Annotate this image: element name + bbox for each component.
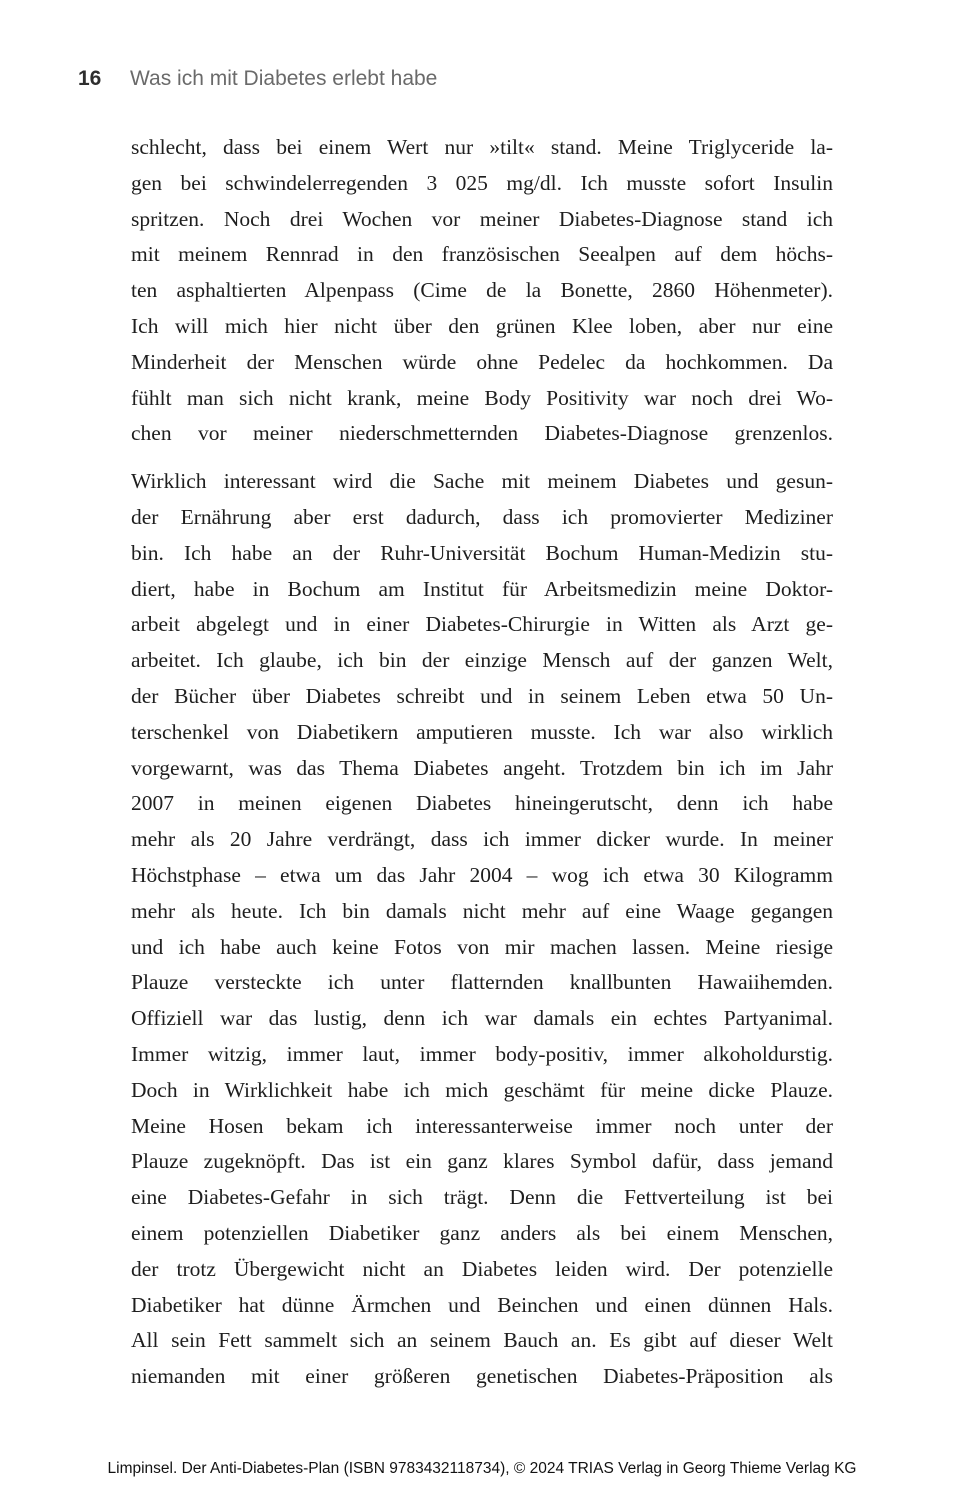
- text-line: Wirklich interessant wird die Sache mit meinem Diabetes und gesun-: [131, 469, 833, 494]
- text-line: chen vor meiner niederschmetternden Diabetes-Diagnose grenzenlos.: [131, 421, 833, 446]
- text-line: mehr als 20 Jahre verdrängt, dass ich immer dicker wurde. In meiner: [131, 827, 833, 852]
- text-line: mit meinem Rennrad in den französischen Seealpen auf dem höchs-: [131, 242, 833, 267]
- text-line: schlecht, dass bei einem Wert nur »tilt« stand. Meine Triglyceride la-: [131, 135, 833, 159]
- page-header: [78, 66, 838, 92]
- text-line: Höchstphase – etwa um das Jahr 2004 – wog ich etwa 30 Kilogramm: [131, 862, 833, 887]
- text-line: All sein Fett sammelt sich an seinem Bauch an. Es gibt auf dieser Welt: [131, 1328, 833, 1353]
- text-line: einem potenziellen Diabetiker ganz anders als bei einem Menschen,: [131, 1220, 833, 1245]
- page-footer: [0, 1458, 964, 1480]
- text-line: fühlt man sich nicht krank, meine Body Positivity war noch drei Wo-: [131, 385, 833, 410]
- text-line: Plauze versteckte ich unter flatternden knallbunten Hawaiihemden.: [131, 970, 833, 995]
- text-line: arbeit abgelegt und in einer Diabetes-Chirurgie in Witten als Arzt ge-: [131, 612, 833, 637]
- text-line: der trotz Übergewicht nicht an Diabetes leiden wird. Der potenzielle: [131, 1256, 833, 1281]
- text-line: arbeitet. Ich glaube, ich bin der einzige Mensch auf der ganzen Welt,: [131, 648, 833, 673]
- text-line: eine Diabetes-Gefahr in sich trägt. Denn die Fettverteilung ist bei: [131, 1185, 833, 1210]
- text-line: Diabetiker hat dünne Ärmchen und Beinchen und einen dünnen Hals.: [131, 1292, 833, 1317]
- text-line: Minderheit der Menschen würde ohne Pedelec da hochkommen. Da: [131, 349, 833, 374]
- text-line: 2007 in meinen eigenen Diabetes hineingerutscht, denn ich habe: [131, 791, 833, 816]
- text-line: Ich will mich hier nicht über den grünen Klee loben, aber nur eine: [131, 313, 833, 338]
- text-line: Offiziell war das lustig, denn ich war damals ein echtes Partyanimal.: [131, 1006, 833, 1031]
- text-line: niemanden mit einer größeren genetischen Diabetes-Präposition als: [131, 1364, 833, 1389]
- running-title: Was ich mit Diabetes erlebt habe: [130, 67, 438, 90]
- text-line: diert, habe in Bochum am Institut für Arbeitsmedizin meine Doktor-: [131, 576, 833, 601]
- text-line: vorgewarnt, was das Thema Diabetes angeht. Trotzdem bin ich im Jahr: [131, 755, 833, 780]
- body-text: [131, 130, 833, 1395]
- paragraph: [131, 130, 833, 452]
- text-line: spritzen. Noch drei Wochen vor meiner Diabetes-Diagnose stand ich: [131, 206, 833, 231]
- text-line: mehr als heute. Ich bin damals nicht mehr auf eine Waage gegangen: [131, 898, 833, 923]
- text-line: Meine Hosen bekam ich interessanterweise immer noch unter der: [131, 1113, 833, 1138]
- text-line: bin. Ich habe an der Ruhr-Universität Bochum Human-Medizin stu-: [131, 540, 833, 565]
- text-line: gen bei schwindelerregenden 3 025 mg/dl. Ich musste sofort Insulin: [131, 170, 833, 195]
- text-line: und ich habe auch keine Fotos von mir machen lassen. Meine riesige: [131, 934, 833, 959]
- text-line: Doch in Wirklichkeit habe ich mich geschämt für meine dicke Plauze.: [131, 1077, 833, 1102]
- text-line: der Bücher über Diabetes schreibt und in seinem Leben etwa 50 Un-: [131, 683, 833, 708]
- paragraph: [131, 464, 833, 1395]
- text-line: ten asphaltierten Alpenpass (Cime de la Bonette, 2860 Höhenmeter).: [131, 278, 833, 303]
- text-line: Immer witzig, immer laut, immer body-positiv, immer alkoholdurstig.: [131, 1041, 833, 1066]
- text-line: Plauze zugeknöpft. Das ist ein ganz klares Symbol dafür, dass jemand: [131, 1149, 833, 1174]
- copyright-line: Limpinsel. Der Anti-Diabetes-Plan (ISBN 9783432118734), © 2024 TRIAS Verlag in Georg Thieme Verlag KG: [107, 1460, 857, 1477]
- text-line: terschenkel von Diabetikern amputieren musste. Ich war also wirklich: [131, 719, 833, 744]
- text-line: der Ernährung aber erst dadurch, dass ich promovierter Mediziner: [131, 504, 833, 529]
- page-number: 16: [78, 67, 102, 90]
